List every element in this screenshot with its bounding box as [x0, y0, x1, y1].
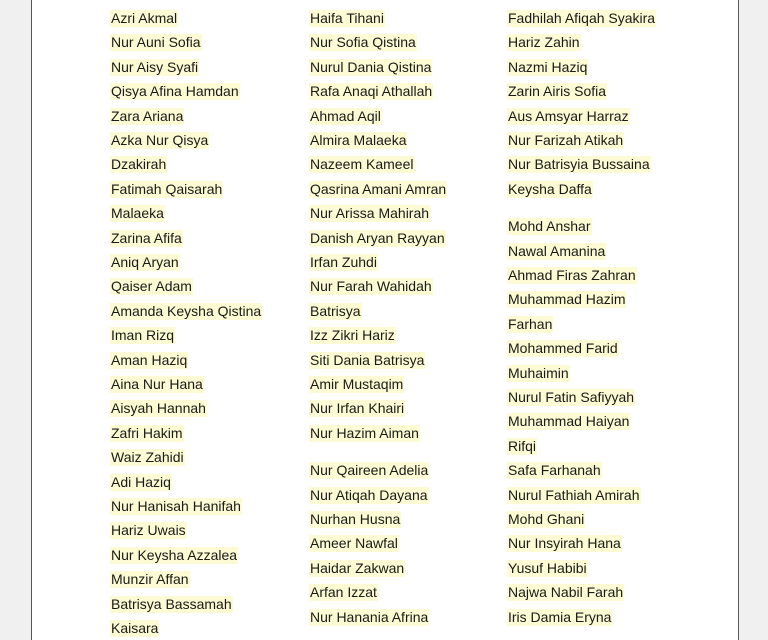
name-entry: Safa Farhanah: [508, 462, 601, 479]
name-entry: Nur Irfan Khairi: [310, 400, 405, 417]
name-entry: Nazeem Kameel: [310, 156, 414, 173]
name-entry: Nur Aisy Syafi: [111, 58, 199, 75]
name-entry: Nur Batrisyia Bussaina: [508, 156, 650, 173]
name-entry: Irfan Zuhdi: [310, 254, 377, 270]
name-entry: Zarin Airis Sofia: [508, 83, 607, 100]
name-entry: Aman Haziq: [111, 351, 188, 368]
name-entry: Nazmi Haziq: [508, 58, 588, 75]
name-entry: Aniq Aryan: [111, 254, 179, 270]
name-entry: Siti Dania Batrisya: [310, 351, 425, 368]
name-entry: Ahmad Aqil: [310, 107, 381, 124]
name-entry: Nur Hanania Afrina: [310, 608, 429, 625]
name-entry: Hariz Zahin: [508, 34, 580, 51]
document-page: [31, 0, 739, 640]
name-entry: Nurul Dania Qistina: [310, 58, 432, 75]
name-entry: Mohd Ghani: [508, 511, 585, 527]
name-entry: Nur Keysha Azzalea: [111, 546, 238, 563]
name-entry: Mohd Anshar: [508, 218, 591, 235]
name-entry: Nurul Fathiah Amirah: [508, 486, 640, 503]
name-entry: Azka Nur Qisya: [111, 132, 209, 148]
name-entry: Aina Nur Hana: [111, 376, 203, 392]
name-entry: Batrisya Bassamah: [111, 595, 232, 612]
name-entry: Batrisya: [310, 302, 361, 319]
name-entry: Nawal Amanina: [508, 242, 606, 259]
name-entry: Adi Haziq: [111, 473, 171, 490]
name-entry: Nur Auni Sofia: [111, 34, 201, 51]
name-entry: Qasrina Amani Amran: [310, 180, 447, 197]
name-entry: Iman Rizq: [111, 327, 175, 344]
name-entry: Nur Atiqah Dayana: [310, 486, 428, 503]
name-entry: Arfan Izzat: [310, 584, 377, 601]
name-entry: Nur Farah Wahidah: [310, 278, 432, 295]
name-entry: Aisyah Hannah: [111, 400, 206, 417]
name-entry: Mohammed Farid: [508, 340, 618, 357]
name-entry: Fatimah Qaisarah: [111, 180, 223, 197]
name-entry: Zara Ariana: [111, 107, 184, 124]
name-entry: Munzir Affan: [111, 571, 189, 588]
name-entry: Danish Aryan Rayyan: [310, 229, 445, 246]
name-entry: Fadhilah Afiqah Syakira: [508, 10, 656, 26]
name-entry: Rafa Anaqi Athallah: [310, 83, 433, 100]
name-entry: Aus Amsyar Harraz: [508, 107, 629, 124]
name-entry: Najwa Nabil Farah: [508, 584, 624, 601]
name-entry: Nur Hanisah Hanifah: [111, 498, 241, 514]
name-entry: Nur Farizah Atikah: [508, 132, 624, 148]
name-entry: Qaiser Adam: [111, 278, 192, 295]
name-entry: Almira Malaeka: [310, 132, 407, 148]
name-entry: Zafri Hakim: [111, 424, 183, 441]
name-entry: Amanda Keysha Qistina: [111, 302, 262, 319]
name-entry: Ameer Nawfal: [310, 535, 398, 552]
name-entry: Qisya Afina Hamdan: [111, 83, 239, 100]
name-entry: Azri Akmal: [111, 10, 178, 26]
name-entry: Haifa Tihani: [310, 10, 384, 26]
name-entry: Muhammad Haiyan: [508, 413, 630, 430]
name-entry: Nur Arissa Mahirah: [310, 205, 430, 222]
name-entry: Muhaimin: [508, 364, 569, 381]
name-entry: Rifqi: [508, 437, 537, 454]
name-entry: Ahmad Firas Zahran: [508, 267, 636, 283]
name-entry: Keysha Daffa: [508, 180, 592, 197]
name-entry: Nur Qaireen Adelia: [310, 462, 429, 479]
name-entry: Kaisara: [111, 620, 159, 636]
name-entry: Izz Zikri Hariz: [310, 327, 395, 344]
name-entry: Muhammad Hazim: [508, 291, 626, 308]
name-entry: Iris Damia Eryna: [508, 608, 612, 625]
name-entry: Farhan: [508, 315, 553, 332]
name-entry: Nurhan Husna: [310, 511, 401, 527]
name-entry: Waiz Zahidi: [111, 449, 184, 466]
name-entry: Nur Insyirah Hana: [508, 535, 621, 552]
name-entry: Yusuf Habibi: [508, 559, 587, 576]
name-entry: Hariz Uwais: [111, 522, 186, 539]
name-entry: Haidar Zakwan: [310, 559, 405, 576]
name-entry: Amir Mustaqim: [310, 376, 404, 392]
name-entry: Nur Sofia Qistina: [310, 34, 416, 51]
name-entry: Dzakirah: [111, 156, 167, 173]
name-entry: Nurul Fatin Safiyyah: [508, 389, 635, 405]
name-entry: Malaeka: [111, 205, 164, 222]
name-entry: Zarina Afifa: [111, 229, 182, 246]
name-entry: Nur Hazim Aiman: [310, 424, 419, 441]
